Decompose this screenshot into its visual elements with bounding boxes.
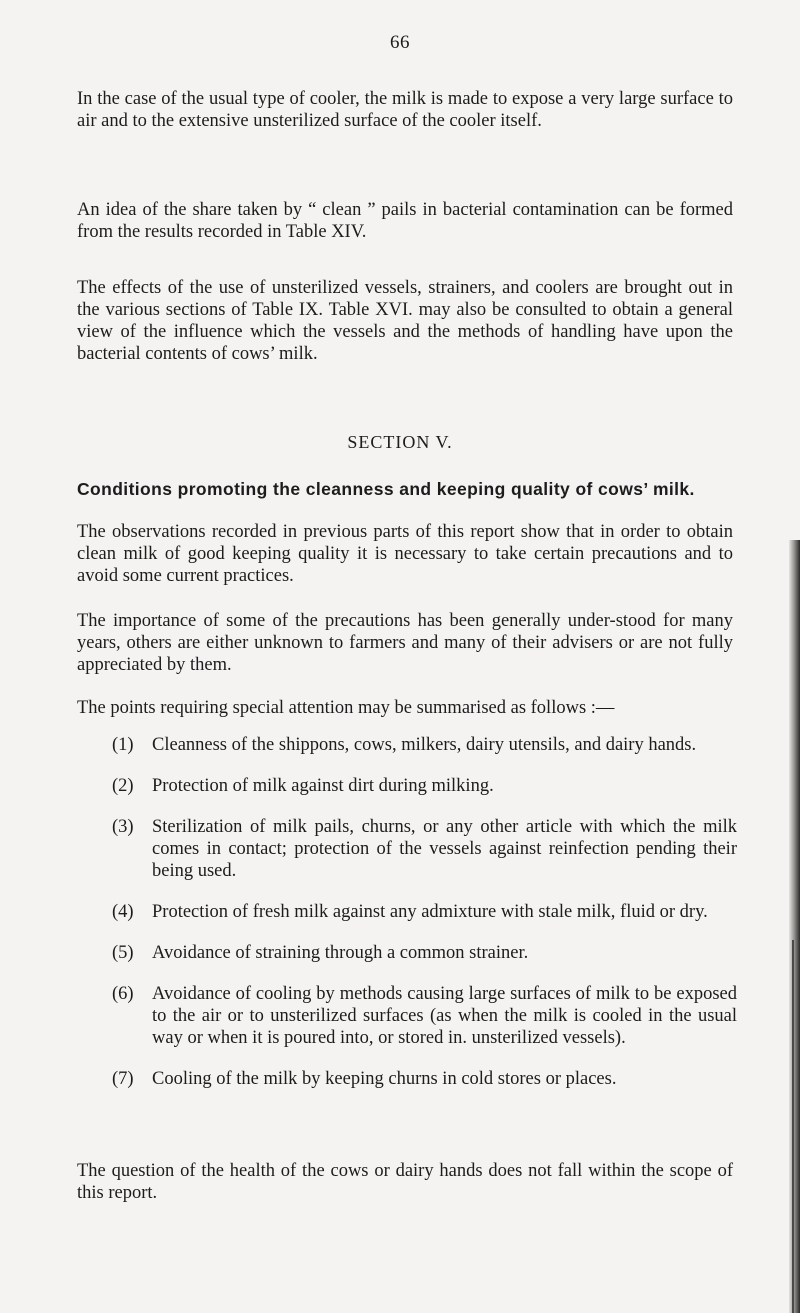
list-item [112,775,737,797]
list-item-text: Cleanness of the shippons, cows, milkers, dairy utensils, and dairy hands. [152,735,697,755]
list-item-text: Protection of milk against dirt during milking. [152,776,494,796]
list-item-number: (3) [112,817,134,837]
paragraph-closing: The question of the health of the cows or dairy hands does not fall within the scope of this report. [77,1161,733,1203]
list-item-text: Protection of fresh milk against any admixture with stale milk, fluid or dry. [152,902,708,922]
page-edge-line [792,940,794,1313]
list-item [112,983,737,1049]
list-item-text: Avoidance of cooling by methods causing large surfaces of milk to be exposed to the air or to unsterilized surfaces (as when the milk is cooled in the usual way or when it is poured into, or stored in. unsterilized vessels). [152,984,737,1048]
list-item-number: (4) [112,902,134,922]
list-item-text: Sterilization of milk pails, churns, or any other article with which the milk comes in contact; protection of the vessels against reinfection pending their being used. [152,817,737,881]
paragraph-observations: The observations recorded in previous parts of this report show that in order to obtain clean milk of good keeping quality it is necessary to take certain precautions and to avoid some current practices. [77,522,733,586]
list-item [112,942,737,964]
list-item [112,816,737,882]
list-item [112,734,737,756]
paragraph-cooler-surface: In the case of the usual type of cooler, the milk is made to expose a very large surface to air and to the extensive unsterilized surface of the cooler itself. [77,89,733,131]
list-item-number: (2) [112,776,134,796]
list-item-text: Cooling of the milk by keeping churns in cold stores or places. [152,1069,617,1089]
list-item-number: (7) [112,1069,134,1089]
page-edge-shadow [789,540,800,1313]
list-item [112,901,737,923]
list-item-number: (6) [112,984,134,1004]
list-item [112,1068,737,1090]
list-item-number: (1) [112,735,134,755]
list-item-number: (5) [112,943,134,963]
paragraph-clean-pails: An idea of the share taken by “ clean ” pails in bacterial contamination can be formed from the results recorded in Table XIV. [77,200,733,242]
section-subheading: Conditions promoting the cleanness and keeping quality of cows’ milk. [77,479,695,499]
paragraph-points-intro: The points requiring special attention may be summarised as follows :— [77,698,615,718]
list-item-text: Avoidance of straining through a common strainer. [152,943,529,963]
section-heading: SECTION V. [347,432,453,452]
paragraph-unsterilized-vessels: The effects of the use of unsterilized vessels, strainers, and coolers are brought out in the various sections of Table IX. Table XVI. may also be consulted to obtain a general view of the influence which the vessels and the methods of handling have upon the bacterial contents of cows’ milk. [77,278,733,364]
paragraph-importance: The importance of some of the precautions has been generally under-stood for many years, others are either unknown to farmers and many of their advisers or are not fully appreciated by them. [77,611,733,675]
page-number: 66 [390,32,410,53]
precautions-list [112,734,737,1109]
